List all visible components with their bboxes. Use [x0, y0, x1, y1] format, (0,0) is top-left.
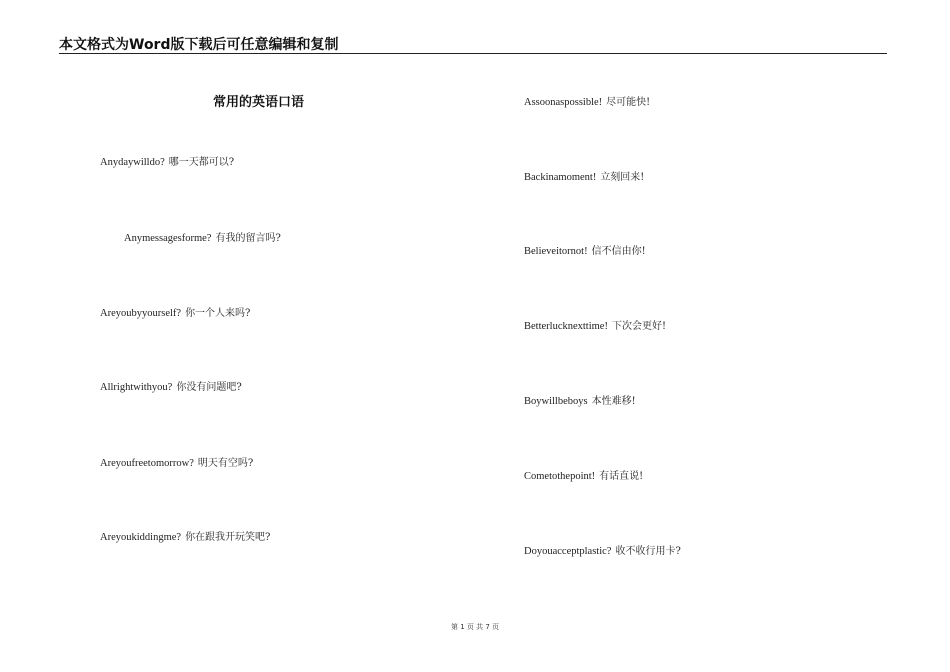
phrase-item: [124, 229, 281, 244]
phrase-item: [100, 153, 234, 168]
phrase-chinese: 尽可能快!: [606, 97, 651, 108]
phrase-chinese: 有我的留言吗?: [215, 233, 281, 244]
page-number-footer: 第 1 页 共 7 页: [450, 623, 500, 631]
phrase-chinese: 本性难移!: [591, 396, 636, 407]
phrase-english: Areyoufreetomorrow?: [100, 458, 194, 469]
phrase-english: Anydaywilldo?: [100, 157, 165, 168]
phrase-english: Backinamoment!: [524, 172, 597, 183]
phrase-english: Areyoukiddingme?: [100, 532, 182, 543]
phrase-item: [524, 317, 666, 332]
phrase-english: Assoonaspossible!: [524, 97, 603, 108]
header-divider: [59, 53, 887, 54]
phrase-chinese: 下次会更好!: [611, 321, 667, 332]
phrase-item: [524, 467, 643, 482]
document-title: 常用的英语口语: [213, 95, 305, 110]
phrase-item: [100, 528, 270, 543]
phrase-chinese: 你在跟我开玩笑吧?: [185, 532, 271, 543]
phrase-chinese: 明天有空吗?: [197, 458, 254, 469]
phrase-english: Betterlucknexttime!: [524, 321, 608, 332]
phrase-chinese: 哪一天都可以?: [168, 157, 235, 168]
phrase-english: Areyoubyyourself?: [100, 308, 182, 319]
phrase-item: [100, 378, 242, 393]
phrase-english: Believeitornot!: [524, 246, 588, 257]
phrase-chinese: 信不信由你!: [591, 246, 646, 257]
phrase-item: [524, 242, 646, 257]
phrase-item: [524, 93, 650, 108]
phrase-item: [100, 304, 250, 319]
phrase-item: [524, 392, 636, 407]
phrase-english: Boywillbeboys: [524, 396, 588, 407]
phrase-chinese: 你一个人来吗?: [185, 308, 251, 319]
page-header-title: 本文格式为Word版下载后可任意编辑和复制: [59, 37, 339, 53]
phrase-chinese: 立刻回来!: [600, 172, 645, 183]
phrase-english: Allrightwithyou?: [100, 382, 173, 393]
phrase-english: Doyouacceptplastic?: [524, 546, 612, 557]
phrase-english: Anymessagesforme?: [124, 233, 212, 244]
phrase-chinese: 收不收行用卡?: [615, 546, 681, 557]
phrase-item: [100, 454, 253, 469]
phrase-item: [524, 168, 644, 183]
phrase-item: [524, 542, 681, 557]
phrase-english: Cometothepoint!: [524, 471, 596, 482]
phrase-chinese: 你没有问题吧?: [176, 382, 242, 393]
phrase-chinese: 有话直说!: [599, 471, 644, 482]
